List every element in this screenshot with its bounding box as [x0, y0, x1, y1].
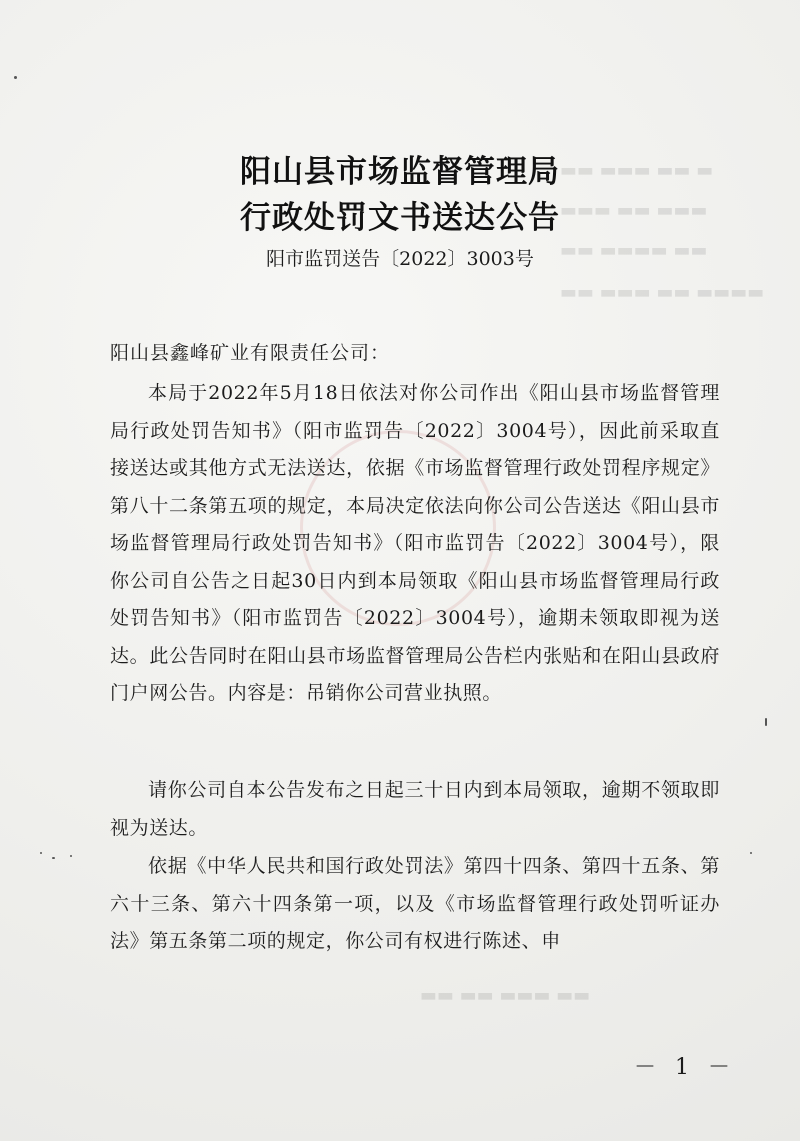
page-number: － 1 －	[634, 1055, 736, 1080]
bleed-through-decoration: ▬▬▬ ▬▬ ▬▬▬	[560, 200, 708, 221]
addressee: 阳山县鑫峰矿业有限责任公司：	[110, 342, 391, 364]
body-paragraph: 请你公司自本公告发布之日起三十日内到本局领取，逾期不领取即视为送达。	[110, 779, 720, 839]
scan-speck	[52, 857, 55, 859]
scan-speck	[70, 855, 72, 857]
scan-speck	[40, 852, 42, 854]
scan-speck	[14, 76, 17, 79]
bleed-through-decoration: ▬ ▬▬ ▬▬▬ ▬▬	[560, 160, 714, 181]
bleed-through-decoration: ▬▬ ▬▬▬▬ ▬▬	[560, 240, 708, 261]
scan-speck	[765, 718, 767, 726]
body-paragraph: 本局于2022年5月18日依法对你公司作出《阳山县市场监督管理局行政处罚告知书》（阳市监罚告〔2022〕3004号），因此前采取直接送达或其他方式无法送达，依据《市场监督管理行政处罚程序规定》第八十二条第五项的规定，本局决定依法向你公司公告送达《阳山县市场监督管理局行政处罚告知书》（阳市监罚告〔2022〕3004号），限你公司自公告之日起30日内到本局领取《阳山县市场监督管理局行政处罚告知书》（阳市监罚告〔2022〕3004号），逾期未领取即视为送达。此公告同时在阳山县市场监督管理局公告栏内张贴和在阳山县政府门户网公告。内容是：吊销你公司营业执照。	[110, 382, 720, 704]
bleed-through-decoration: ▬▬ ▬▬▬ ▬▬ ▬▬	[420, 985, 591, 1006]
document-number: 阳市监罚送告〔2022〕3003号	[266, 248, 534, 270]
title-line-1: 阳山县市场监督管理局	[240, 154, 560, 190]
scan-speck	[750, 852, 752, 854]
title-line-2: 行政处罚文书送达公告	[240, 200, 560, 236]
bleed-through-decoration: ▬▬▬▬ ▬▬ ▬▬▬ ▬▬	[560, 282, 765, 303]
body-paragraph: 依据《中华人民共和国行政处罚法》第四十四条、第四十五条、第六十三条、第六十四条第一项，以及《市场监督管理行政处罚听证办法》第五条第二项的规定，你公司有权进行陈述、申	[110, 855, 720, 952]
